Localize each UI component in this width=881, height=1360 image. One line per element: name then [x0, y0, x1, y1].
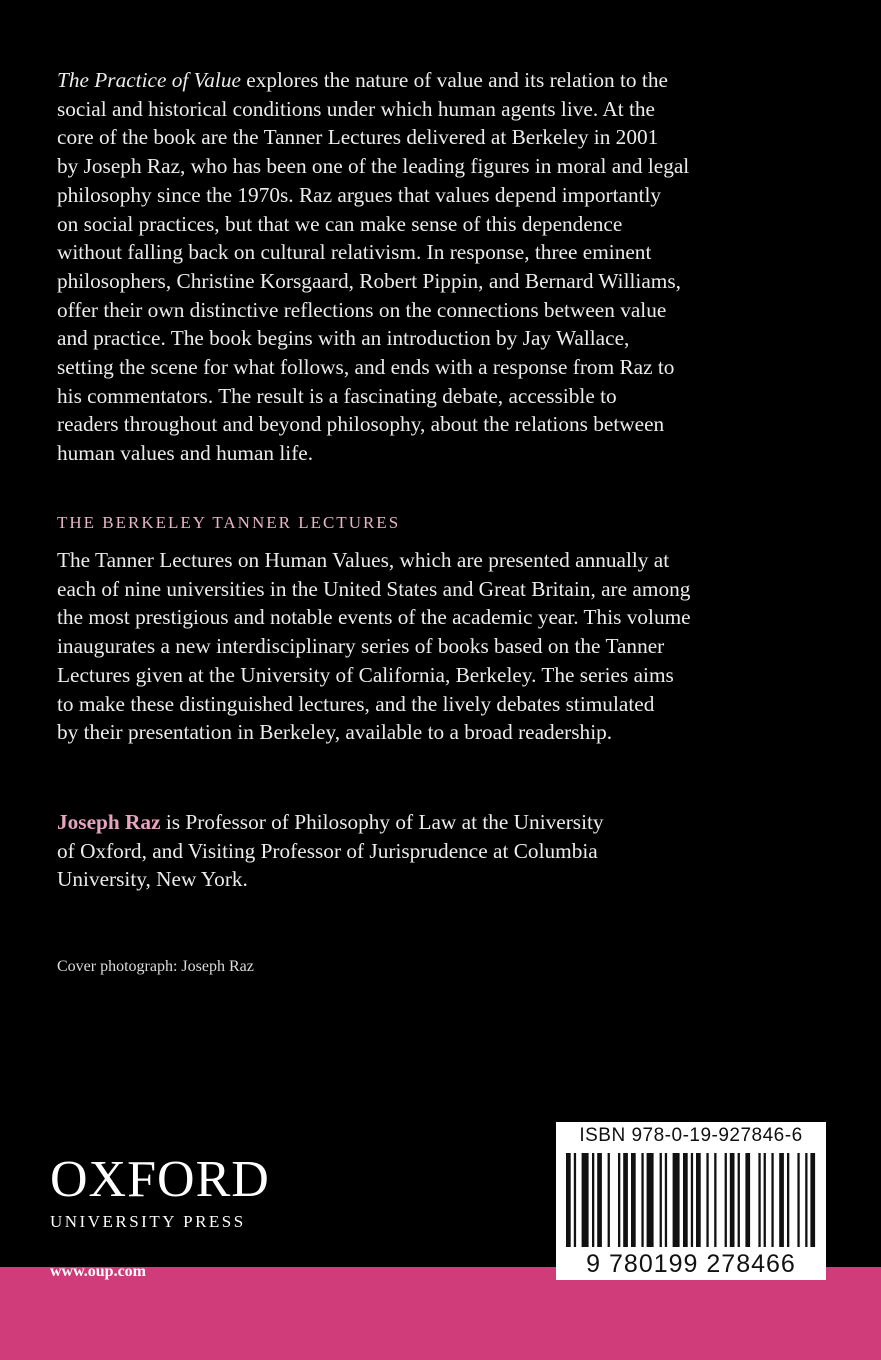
- barcode-bar: [805, 1153, 807, 1247]
- description-line: on social practices, but that we can make sense of this dependence: [57, 211, 623, 236]
- barcode-bar: [623, 1153, 628, 1247]
- barcode-bar: [696, 1153, 701, 1247]
- series-line: Lectures given at the University of California, Berkeley. The series aims: [57, 662, 674, 687]
- barcode-bar: [574, 1153, 576, 1247]
- barcode-bar: [706, 1153, 708, 1247]
- series-line: the most prestigious and notable events of the academic year. This volume: [57, 605, 691, 630]
- barcode-bar: [597, 1153, 602, 1247]
- barcode-bar: [745, 1153, 750, 1247]
- isbn-barcode: [556, 1122, 826, 1280]
- description-line: by Joseph Raz, who has been one of the leading figures in moral and legal: [57, 154, 690, 179]
- description-line: philosophers, Christine Korsgaard, Robert Pippin, and Bernard Williams,: [57, 268, 681, 293]
- description-line: readers throughout and beyond philosophy, about the relations between: [57, 412, 665, 437]
- barcode-bar: [779, 1153, 784, 1247]
- description-line: without falling back on cultural relativism. In response, three eminent: [57, 240, 652, 265]
- author-bio-line: University, New York.: [57, 867, 248, 892]
- author-bio-line: of Oxford, and Visiting Professor of Jurisprudence at Columbia: [57, 838, 598, 863]
- barcode-bar: [691, 1153, 693, 1247]
- series-heading: THE BERKELEY TANNER LECTURES: [57, 513, 401, 532]
- barcode-bar: [771, 1153, 773, 1247]
- publisher-website: www.oup.com: [50, 1263, 147, 1280]
- barcode-bar: [631, 1153, 636, 1247]
- barcode-bar: [608, 1153, 610, 1247]
- author-bio-line: Joseph Raz is Professor of Philosophy of Law at the University: [57, 810, 604, 834]
- barcode-bar: [660, 1153, 662, 1247]
- publisher-logo: [50, 1152, 295, 1232]
- barcode-bar: [797, 1153, 799, 1247]
- barcode-bar: [641, 1153, 643, 1247]
- description-line: social and historical conditions under which human agents live. At the: [57, 96, 655, 121]
- barcode-bar: [582, 1153, 589, 1247]
- description-line: philosophy since the 1970s. Raz argues that values depend importantly: [57, 182, 662, 207]
- series-line: to make these distinguished lectures, and the lively debates stimulated: [57, 691, 655, 716]
- description-paragraph: [57, 66, 689, 468]
- barcode-bar: [665, 1153, 667, 1247]
- barcode-bar: [647, 1153, 654, 1247]
- series-paragraph: [57, 546, 691, 747]
- barcode-bar: [566, 1153, 571, 1247]
- description-line: human values and human life.: [57, 441, 314, 466]
- barcode-bar: [758, 1153, 760, 1247]
- series-line: each of nine universities in the United States and Great Britain, are among: [57, 576, 691, 601]
- description-line: The Practice of Value explores the nature of value and its relation to the: [57, 68, 668, 92]
- description-line: core of the book are the Tanner Lectures delivered at Berkeley in 2001: [57, 125, 659, 150]
- barcode-bars-icon: [562, 1153, 820, 1261]
- series-line: The Tanner Lectures on Human Values, which are presented annually at: [57, 548, 670, 572]
- barcode-bar: [714, 1153, 716, 1247]
- barcode-bar: [730, 1153, 735, 1247]
- barcode-bar: [618, 1153, 620, 1247]
- barcode-bar: [673, 1153, 680, 1247]
- isbn-label: ISBN 978-0-19-927846-6: [579, 1125, 803, 1146]
- series-line: by their presentation in Berkeley, available to a broad readership.: [57, 720, 613, 745]
- barcode-bar: [764, 1153, 766, 1247]
- description-line: and practice. The book begins with an introduction by Jay Wallace,: [57, 326, 630, 351]
- barcode-digits: 9 780199 278466: [586, 1250, 796, 1278]
- barcode-bar: [725, 1153, 727, 1247]
- description-line: offer their own distinctive reflections on the connections between value: [57, 297, 667, 322]
- barcode-bar: [592, 1153, 594, 1247]
- description-line: setting the scene for what follows, and ends with a response from Raz to: [57, 355, 675, 380]
- publisher-press: UNIVERSITY PRESS: [50, 1212, 246, 1231]
- author-bio: [57, 808, 604, 894]
- barcode-bar: [787, 1153, 789, 1247]
- barcode-bar: [810, 1153, 815, 1247]
- description-line: his commentators. The result is a fascinating debate, accessible to: [57, 383, 617, 408]
- barcode-bar: [683, 1153, 688, 1247]
- series-line: inaugurates a new interdisciplinary series of books based on the Tanner: [57, 634, 665, 659]
- publisher-name: OXFORD: [50, 1151, 270, 1208]
- cover-credit: Cover photograph: Joseph Raz: [57, 958, 254, 975]
- author-name: Joseph Raz: [57, 810, 161, 834]
- barcode-bar: [738, 1153, 740, 1247]
- book-title: The Practice of Value: [57, 68, 241, 92]
